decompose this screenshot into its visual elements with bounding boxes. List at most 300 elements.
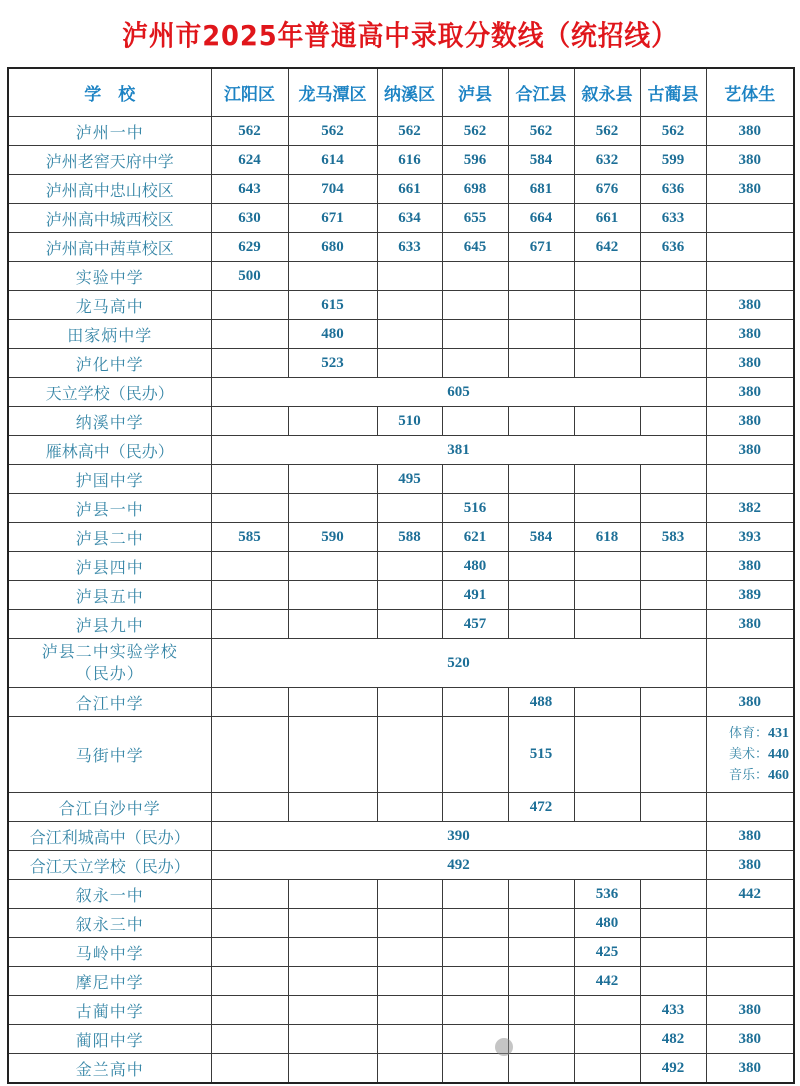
score-cell	[288, 793, 377, 822]
arts-score-cell	[706, 938, 794, 967]
score-cell	[442, 909, 508, 938]
score-cell	[211, 552, 288, 581]
arts-score-item	[729, 744, 789, 765]
score-cell: 480	[288, 320, 377, 349]
score-cell	[377, 494, 442, 523]
arts-score-cell: 380	[706, 349, 794, 378]
school-name: 实验中学	[8, 262, 211, 291]
score-cell: 562	[377, 117, 442, 146]
score-cell	[442, 407, 508, 436]
score-cell	[640, 407, 706, 436]
score-cell	[640, 262, 706, 291]
arts-score-cell: 380	[706, 552, 794, 581]
arts-score-cell	[706, 717, 794, 793]
table-row	[8, 436, 794, 465]
score-cell	[211, 688, 288, 717]
arts-score-cell: 380	[706, 117, 794, 146]
table-row	[8, 523, 794, 552]
arts-score-cell	[706, 967, 794, 996]
school-name: 泸县五中	[8, 581, 211, 610]
score-cell: 562	[574, 117, 640, 146]
score-cell	[288, 494, 377, 523]
score-cell: 624	[211, 146, 288, 175]
table-row	[8, 793, 794, 822]
merged-score-cell: 390	[211, 822, 706, 851]
score-cell	[640, 291, 706, 320]
column-header-longmatan: 龙马潭区	[288, 68, 377, 117]
school-name: 古蔺中学	[8, 996, 211, 1025]
score-cell	[211, 407, 288, 436]
score-cell	[574, 610, 640, 639]
arts-category-score: 431	[768, 726, 789, 741]
score-cell	[574, 349, 640, 378]
score-cell	[288, 909, 377, 938]
score-cell	[574, 552, 640, 581]
score-cell	[574, 465, 640, 494]
score-cell: 515	[508, 717, 574, 793]
school-name: 合江利城高中（民办）	[8, 822, 211, 851]
score-cell: 433	[640, 996, 706, 1025]
score-cell	[640, 938, 706, 967]
arts-score-cell: 380	[706, 291, 794, 320]
score-cell: 482	[640, 1025, 706, 1054]
merged-score-cell: 520	[211, 639, 706, 688]
score-cell	[574, 581, 640, 610]
score-cell	[211, 967, 288, 996]
school-name: 泸州老窖天府中学	[8, 146, 211, 175]
score-cell	[640, 967, 706, 996]
score-cell: 562	[211, 117, 288, 146]
score-cell	[574, 996, 640, 1025]
score-cell: 661	[377, 175, 442, 204]
score-cell	[508, 909, 574, 938]
score-cell	[640, 610, 706, 639]
arts-score-cell	[706, 262, 794, 291]
score-cell	[442, 320, 508, 349]
school-name: 金兰高中	[8, 1054, 211, 1084]
score-cell: 491	[442, 581, 508, 610]
arts-score-cell: 380	[706, 851, 794, 880]
score-cell	[377, 793, 442, 822]
score-cell	[377, 320, 442, 349]
arts-score-cell: 380	[706, 407, 794, 436]
arts-score-cell: 380	[706, 688, 794, 717]
score-cell	[377, 880, 442, 909]
score-cell	[574, 291, 640, 320]
school-name: 田家炳中学	[8, 320, 211, 349]
score-cell: 583	[640, 523, 706, 552]
table-row	[8, 494, 794, 523]
score-cell	[508, 407, 574, 436]
arts-score-list	[707, 723, 794, 786]
arts-category-label: 美术：	[728, 747, 768, 762]
table-row	[8, 717, 794, 793]
school-name: 蔺阳中学	[8, 1025, 211, 1054]
score-cell	[288, 407, 377, 436]
score-cell: 704	[288, 175, 377, 204]
school-name: 泸州高中城西校区	[8, 204, 211, 233]
score-cell	[211, 581, 288, 610]
table-row	[8, 1025, 794, 1054]
table-row	[8, 822, 794, 851]
score-cell	[211, 909, 288, 938]
score-cell: 633	[640, 204, 706, 233]
score-cell	[211, 717, 288, 793]
school-name: 叙永一中	[8, 880, 211, 909]
score-cell	[640, 688, 706, 717]
arts-score-cell: 382	[706, 494, 794, 523]
score-cell: 425	[574, 938, 640, 967]
score-cell: 562	[288, 117, 377, 146]
arts-score-cell: 389	[706, 581, 794, 610]
score-cell: 634	[377, 204, 442, 233]
arts-score-cell: 380	[706, 175, 794, 204]
arts-score-cell: 380	[706, 436, 794, 465]
score-cell	[640, 465, 706, 494]
score-cell	[211, 349, 288, 378]
score-cell: 636	[640, 233, 706, 262]
score-cell	[442, 262, 508, 291]
score-cell	[508, 610, 574, 639]
score-cell	[288, 1054, 377, 1084]
table-row	[8, 880, 794, 909]
score-cell	[640, 552, 706, 581]
score-cell	[288, 1025, 377, 1054]
score-cell: 618	[574, 523, 640, 552]
score-cell: 562	[442, 117, 508, 146]
score-cell: 643	[211, 175, 288, 204]
arts-score-cell: 380	[706, 1025, 794, 1054]
score-cell	[211, 1054, 288, 1084]
score-cell	[377, 688, 442, 717]
score-cell	[377, 552, 442, 581]
score-cell	[377, 262, 442, 291]
arts-category-score: 440	[768, 747, 789, 762]
score-cell	[377, 610, 442, 639]
score-cell: 585	[211, 523, 288, 552]
score-cell	[508, 291, 574, 320]
table-row	[8, 175, 794, 204]
table-row	[8, 378, 794, 407]
arts-category-label: 体育：	[728, 726, 768, 741]
school-name: 马街中学	[8, 717, 211, 793]
score-cell	[640, 320, 706, 349]
school-name: 摩尼中学	[8, 967, 211, 996]
column-header-xuyong: 叙永县	[574, 68, 640, 117]
score-cell	[442, 291, 508, 320]
score-cell	[288, 465, 377, 494]
score-cell: 616	[377, 146, 442, 175]
score-cell	[508, 552, 574, 581]
score-cell	[288, 880, 377, 909]
column-header-hejiang: 合江县	[508, 68, 574, 117]
column-header-naxi: 纳溪区	[377, 68, 442, 117]
arts-score-cell: 380	[706, 146, 794, 175]
score-cell	[377, 967, 442, 996]
score-cell: 632	[574, 146, 640, 175]
table-row	[8, 262, 794, 291]
score-cell	[211, 291, 288, 320]
score-cell	[288, 967, 377, 996]
arts-score-cell: 380	[706, 320, 794, 349]
score-cell	[211, 320, 288, 349]
score-cell	[508, 1054, 574, 1084]
school-name: 泸州高中忠山校区	[8, 175, 211, 204]
school-name: 叙永三中	[8, 909, 211, 938]
score-cell	[288, 688, 377, 717]
score-cell	[508, 465, 574, 494]
score-cell	[640, 494, 706, 523]
score-cell	[377, 996, 442, 1025]
score-cell	[442, 938, 508, 967]
score-cell: 633	[377, 233, 442, 262]
score-cell	[288, 262, 377, 291]
table-row	[8, 465, 794, 494]
score-cell: 615	[288, 291, 377, 320]
header-row	[8, 68, 794, 117]
score-cell	[574, 320, 640, 349]
score-cell	[442, 717, 508, 793]
score-cell	[640, 349, 706, 378]
score-cell	[211, 494, 288, 523]
table-body	[8, 117, 794, 1084]
score-cell: 495	[377, 465, 442, 494]
score-cell	[442, 967, 508, 996]
score-cell	[640, 793, 706, 822]
score-cell	[508, 996, 574, 1025]
score-cell: 642	[574, 233, 640, 262]
score-cell: 472	[508, 793, 574, 822]
score-cell: 590	[288, 523, 377, 552]
score-cell: 457	[442, 610, 508, 639]
merged-score-cell: 492	[211, 851, 706, 880]
score-cell	[508, 349, 574, 378]
table-row	[8, 938, 794, 967]
score-cell	[508, 880, 574, 909]
score-cell: 621	[442, 523, 508, 552]
score-cell	[377, 291, 442, 320]
score-cell	[442, 465, 508, 494]
arts-score-cell	[706, 639, 794, 688]
score-cell: 516	[442, 494, 508, 523]
score-cell	[640, 909, 706, 938]
table-row	[8, 291, 794, 320]
score-cell: 442	[574, 967, 640, 996]
score-cell	[574, 262, 640, 291]
arts-score-cell	[706, 233, 794, 262]
score-cell: 599	[640, 146, 706, 175]
arts-score-cell: 393	[706, 523, 794, 552]
table-row	[8, 407, 794, 436]
score-cell: 523	[288, 349, 377, 378]
table-row	[8, 204, 794, 233]
arts-score-cell: 380	[706, 996, 794, 1025]
score-cell	[377, 581, 442, 610]
school-name: 泸县四中	[8, 552, 211, 581]
table-row	[8, 851, 794, 880]
column-header-arts: 艺体生	[706, 68, 794, 117]
column-header-jiangyang: 江阳区	[211, 68, 288, 117]
arts-score-cell: 380	[706, 378, 794, 407]
arts-score-cell: 380	[706, 1054, 794, 1084]
table-row	[8, 688, 794, 717]
score-cell	[574, 1054, 640, 1084]
score-cell: 562	[640, 117, 706, 146]
merged-score-cell: 381	[211, 436, 706, 465]
score-cell: 596	[442, 146, 508, 175]
score-cell: 671	[288, 204, 377, 233]
score-cell	[377, 938, 442, 967]
table-row	[8, 320, 794, 349]
school-name: 马岭中学	[8, 938, 211, 967]
arts-category-score: 460	[768, 768, 789, 783]
school-name: 护国中学	[8, 465, 211, 494]
score-cell	[442, 996, 508, 1025]
table-row	[8, 1054, 794, 1084]
score-cell	[442, 688, 508, 717]
score-cell	[508, 967, 574, 996]
score-cell: 636	[640, 175, 706, 204]
column-header-school: 学 校	[8, 68, 211, 117]
score-cell	[211, 938, 288, 967]
score-cell: 671	[508, 233, 574, 262]
score-cell: 655	[442, 204, 508, 233]
score-cell: 661	[574, 204, 640, 233]
score-cell: 500	[211, 262, 288, 291]
score-cell	[574, 793, 640, 822]
score-cell: 492	[640, 1054, 706, 1084]
score-cell: 562	[508, 117, 574, 146]
score-cell	[288, 938, 377, 967]
score-cell: 645	[442, 233, 508, 262]
score-cell	[377, 349, 442, 378]
table-row	[8, 581, 794, 610]
table-row	[8, 349, 794, 378]
score-cell	[574, 407, 640, 436]
score-cell	[211, 1025, 288, 1054]
score-cell: 614	[288, 146, 377, 175]
table-row	[8, 233, 794, 262]
arts-score-cell	[706, 465, 794, 494]
column-header-gulin: 古蔺县	[640, 68, 706, 117]
arts-score-cell	[706, 909, 794, 938]
score-cell	[574, 1025, 640, 1054]
school-name: 纳溪中学	[8, 407, 211, 436]
score-cell	[574, 717, 640, 793]
school-name-line: （民办）	[75, 664, 144, 683]
score-cell: 681	[508, 175, 574, 204]
arts-category-label: 音乐：	[728, 768, 768, 783]
arts-score-item	[729, 765, 789, 786]
table-row	[8, 117, 794, 146]
arts-score-item	[729, 723, 789, 744]
score-cell	[508, 1025, 574, 1054]
table-row	[8, 909, 794, 938]
score-cell: 488	[508, 688, 574, 717]
table-row	[8, 552, 794, 581]
score-cell	[508, 938, 574, 967]
school-name: 泸县一中	[8, 494, 211, 523]
score-cell	[377, 1025, 442, 1054]
score-cell	[377, 909, 442, 938]
score-cell	[442, 793, 508, 822]
column-header-luxian: 泸县	[442, 68, 508, 117]
score-cell	[211, 465, 288, 494]
score-cell	[508, 320, 574, 349]
school-name: 天立学校（民办）	[8, 378, 211, 407]
table-row	[8, 996, 794, 1025]
score-cell	[640, 880, 706, 909]
school-name: 泸化中学	[8, 349, 211, 378]
score-cell: 480	[574, 909, 640, 938]
score-cell	[377, 717, 442, 793]
score-cell: 510	[377, 407, 442, 436]
admission-score-table	[7, 67, 795, 1084]
score-cell: 680	[288, 233, 377, 262]
arts-score-cell	[706, 793, 794, 822]
score-cell	[442, 1025, 508, 1054]
school-name: 泸州高中茜草校区	[8, 233, 211, 262]
score-cell	[442, 1054, 508, 1084]
score-cell	[288, 581, 377, 610]
arts-score-cell: 442	[706, 880, 794, 909]
score-cell	[508, 262, 574, 291]
table-row	[8, 610, 794, 639]
score-cell	[211, 996, 288, 1025]
score-cell	[211, 793, 288, 822]
score-cell	[640, 717, 706, 793]
score-cell	[288, 552, 377, 581]
score-cell	[442, 880, 508, 909]
score-cell	[377, 1054, 442, 1084]
arts-score-cell	[706, 204, 794, 233]
score-cell: 480	[442, 552, 508, 581]
school-name: 泸县九中	[8, 610, 211, 639]
school-name: 合江白沙中学	[8, 793, 211, 822]
school-name	[8, 639, 211, 688]
table-row	[8, 146, 794, 175]
school-name: 合江天立学校（民办）	[8, 851, 211, 880]
score-cell: 698	[442, 175, 508, 204]
school-name: 泸县二中	[8, 523, 211, 552]
score-cell	[288, 996, 377, 1025]
school-name: 泸州一中	[8, 117, 211, 146]
merged-score-cell: 605	[211, 378, 706, 407]
title-bar	[0, 0, 800, 68]
school-name: 合江中学	[8, 688, 211, 717]
score-cell: 536	[574, 880, 640, 909]
school-name: 雁林高中（民办）	[8, 436, 211, 465]
table-row	[8, 639, 794, 688]
table-row	[8, 967, 794, 996]
school-name-line: 泸县二中实验学校	[41, 642, 178, 661]
score-cell: 676	[574, 175, 640, 204]
score-cell: 630	[211, 204, 288, 233]
score-cell	[442, 349, 508, 378]
score-cell: 629	[211, 233, 288, 262]
score-cell	[574, 494, 640, 523]
arts-score-cell: 380	[706, 822, 794, 851]
score-cell	[508, 581, 574, 610]
score-cell	[508, 494, 574, 523]
score-cell: 584	[508, 523, 574, 552]
school-name: 龙马高中	[8, 291, 211, 320]
score-cell: 588	[377, 523, 442, 552]
score-cell	[640, 581, 706, 610]
score-cell	[211, 880, 288, 909]
score-cell	[288, 717, 377, 793]
arts-score-cell: 380	[706, 610, 794, 639]
